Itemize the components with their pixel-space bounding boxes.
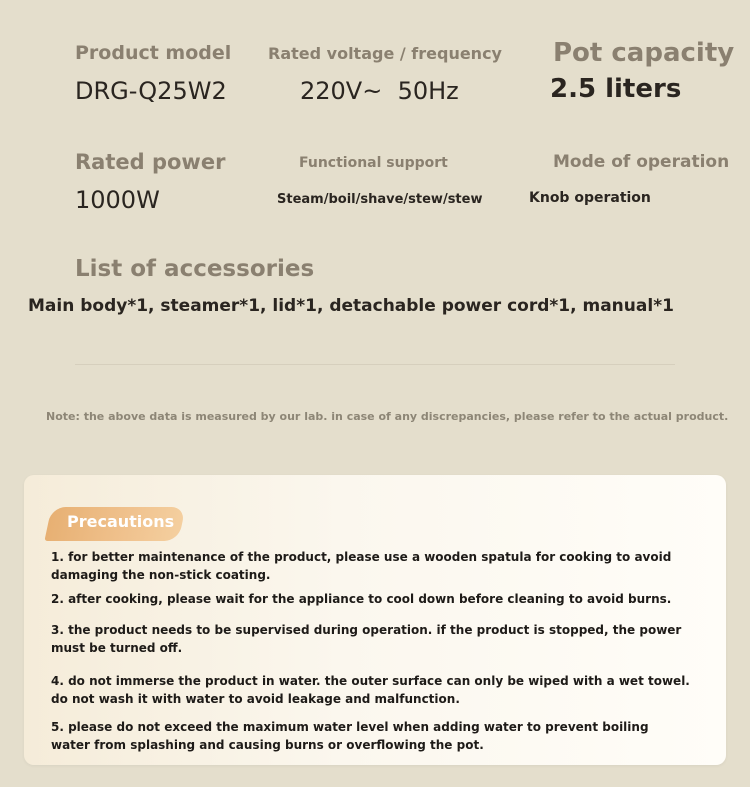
precaution-item-5: 5. please do not exceed the maximum water level when adding water to prevent boiling water from splashing and causing burns or overflowing the pot. [51,720,649,752]
disclaimer-note: Note: the above data is measured by our lab. in case of any discrepancies, please refer to the actual product. [46,410,729,423]
product-model-value: DRG-Q25W2 [75,77,227,105]
precaution-item-1: 1. for better maintenance of the product, please use a wooden spatula for cooking to avoid damaging the non-stick coating. [51,550,672,582]
functional-support-label: Functional support [299,155,448,171]
mode-of-operation-value: Knob operation [529,190,651,206]
accessories-label: List of accessories [75,256,315,282]
product-model-label: Product model [75,42,232,64]
rated-voltage-label: Rated voltage / frequency [268,44,502,63]
mode-of-operation-label: Mode of operation [553,152,730,172]
accessories-value: Main body*1, steamer*1, lid*1, detachable power cord*1, manual*1 [28,296,674,316]
precaution-item-4: 4. do not immerse the product in water. the outer surface can only be wiped with a wet towel. do not wash it with water to avoid leakage and malfunction. [51,674,690,706]
functional-support-value: Steam/boil/shave/stew/stew [277,192,483,207]
pot-capacity-value: 2.5 liters [550,74,682,104]
rated-voltage-value: 220V~ 50Hz [300,77,459,105]
precautions-title: Precautions [67,512,175,531]
divider [75,364,675,365]
rated-power-value: 1000W [75,186,160,214]
pot-capacity-label: Pot capacity [553,38,735,68]
precaution-item-3: 3. the product needs to be supervised during operation. if the product is stopped, the power must be turned off. [51,623,682,655]
precaution-item-2: 2. after cooking, please wait for the appliance to cool down before cleaning to avoid burns. [51,592,672,606]
rated-power-label: Rated power [75,150,226,174]
